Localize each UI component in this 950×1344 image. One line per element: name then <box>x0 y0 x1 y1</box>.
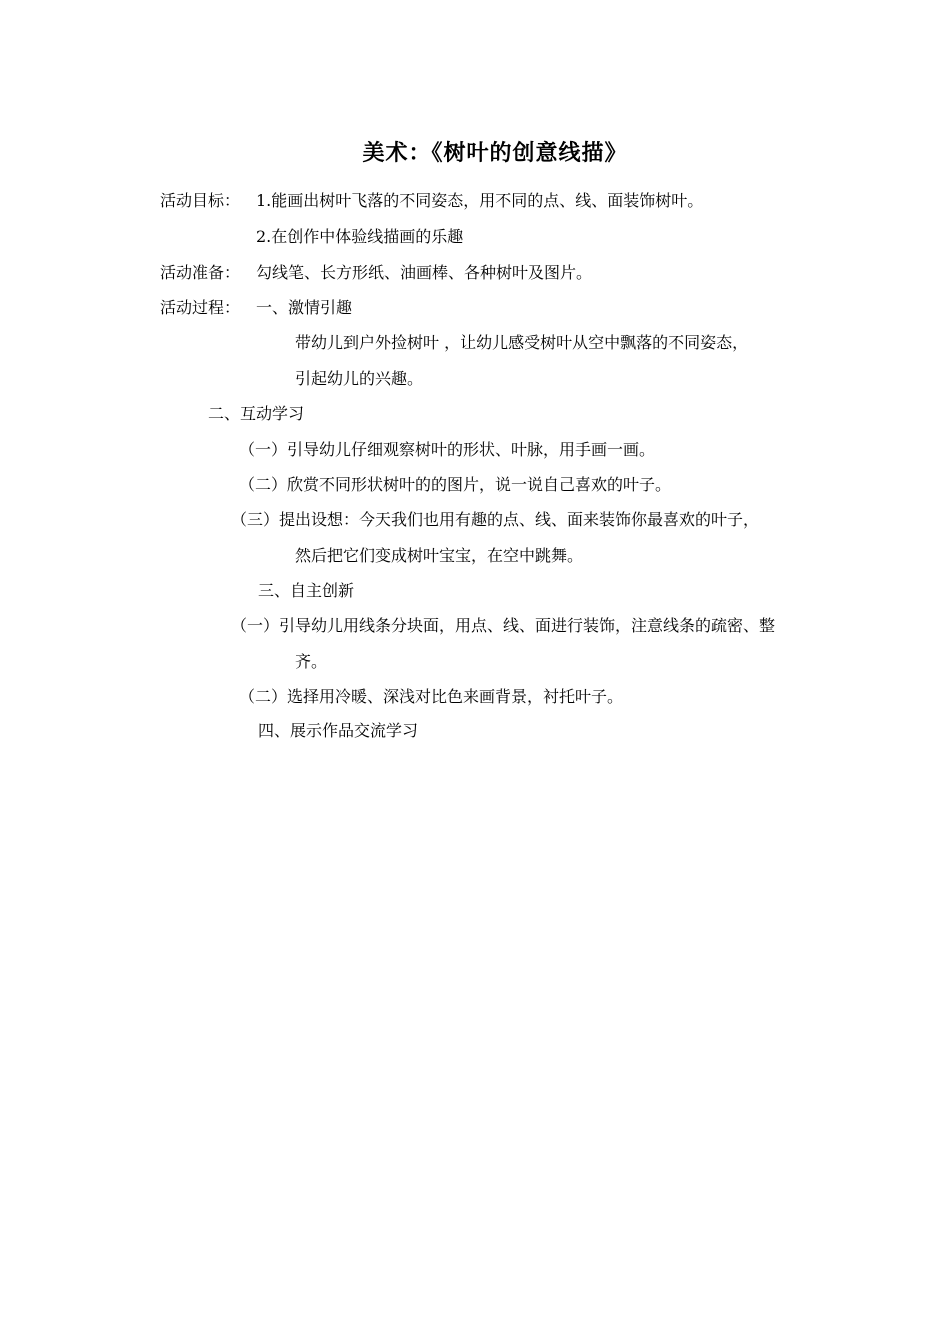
step-3-item-1-b: 齐。 <box>295 652 328 671</box>
step-2-item-1: （一）引导幼儿仔细观察树叶的形状、叶脉，用手画一画。 <box>239 440 656 459</box>
step-2-item-2: （二）欣赏不同形状树叶的的图片，说一说自己喜欢的叶子。 <box>239 475 672 494</box>
step-3-item-1-a: （一）引导幼儿用线条分块面，用点、线、面进行装饰，注意线条的疏密、整 <box>231 616 776 635</box>
step-1-title: 一、激情引趣 <box>256 298 353 317</box>
process-label: 活动过程： <box>160 298 241 317</box>
goal-label: 活动目标： <box>160 191 241 210</box>
prep-text: 勾线笔、长方形纸、油画棒、各种树叶及图片。 <box>256 263 593 282</box>
goal-item-2: 2.在创作中体验线描画的乐趣 <box>256 227 464 246</box>
step-1-text-a: 带幼儿到户外捡树叶 ，让幼儿感受树叶从空中飘落的不同姿态， <box>295 333 749 352</box>
step-4-title: 四、展示作品交流学习 <box>258 721 419 740</box>
step-1-text-b: 引起幼儿的兴趣。 <box>295 369 424 388</box>
page-title: 美术：《树叶的创意线描》 <box>362 141 628 166</box>
step-2-title: 二、互动学习 <box>208 404 305 423</box>
prep-label: 活动准备： <box>160 263 241 282</box>
step-2-item-3-b: 然后把它们变成树叶宝宝，在空中跳舞。 <box>295 546 584 565</box>
step-3-title: 三、自主创新 <box>258 581 355 600</box>
goal-item-1: 1.能画出树叶飞落的不同姿态，用不同的点、线、面装饰树叶。 <box>256 191 704 210</box>
step-2-item-3-a: （三）提出设想：今天我们也用有趣的点、线、面来装饰你最喜欢的叶子， <box>231 510 760 529</box>
step-3-item-2: （二）选择用冷暖、深浅对比色来画背景，衬托叶子。 <box>239 687 624 706</box>
